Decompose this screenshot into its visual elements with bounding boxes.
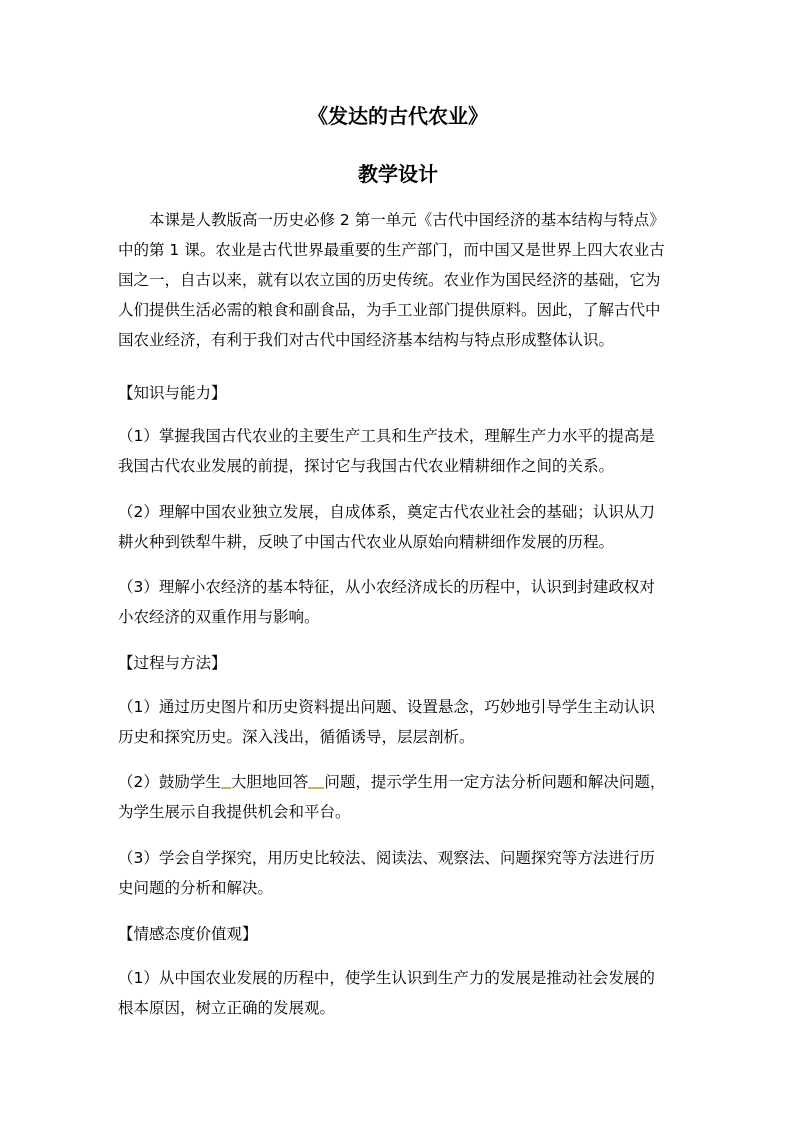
knowledge-item-1 (118, 421, 678, 481)
item-line: 我国古代农业发展的前提，探讨它与我国古代农业精耕细作之间的关系。 (118, 457, 615, 475)
item-line: （1）掌握我国古代农业的主要生产工具和生产技术，理解生产力水平的提高是 (118, 427, 655, 445)
blank-underline (308, 772, 324, 790)
document-subtitle: 教学设计 (358, 162, 438, 186)
item-text: （2）鼓励学生 (118, 773, 221, 791)
intro-paragraph (118, 205, 678, 355)
section-heading-process: 【过程与方法】 (118, 654, 227, 672)
item-line: （3）理解小农经济的基本特征，从小农经济成长的历程中，认识到封建政权对 (118, 578, 655, 596)
knowledge-item-2 (118, 497, 678, 557)
section-heading-knowledge: 【知识与能力】 (118, 384, 227, 402)
section-heading-values: 【情感态度价值观】 (118, 925, 258, 943)
item-text: 大胆地回答 (230, 773, 309, 791)
item-line: 根本原因，树立正确的发展观。 (118, 999, 336, 1017)
knowledge-item-3 (118, 572, 678, 632)
item-line: （3）学会自学探究，用历史比较法、阅读法、观察法、问题探究等方法进行历 (118, 849, 655, 867)
intro-line: 本课是人教版高一历史必修 2 第一单元《古代中国经济的基本结构与特点》 (149, 211, 665, 229)
item-line: 小农经济的双重作用与影响。 (118, 608, 320, 626)
process-item-1 (118, 692, 678, 752)
item-text: 问题，提示学生用一定方法分析问题和解决问题， (324, 773, 666, 791)
intro-line: 人们提供生活必需的粮食和副食品，为手工业部门提供原料。因此，了解古代中 (118, 301, 661, 319)
item-line (118, 767, 678, 797)
values-item-1 (118, 963, 678, 1023)
blank-underline (221, 772, 231, 790)
item-line: （1）通过历史图片和历史资料提出问题、设置悬念，巧妙地引导学生主动认识 (118, 698, 655, 716)
item-line: （1）从中国农业发展的历程中，使学生认识到生产力的发展是推动社会发展的 (118, 969, 655, 987)
process-item-2 (118, 767, 678, 827)
process-item-3 (118, 843, 678, 903)
intro-line: 中的第 1 课。农业是古代世界最重要的生产部门，而中国又是世界上四大农业古 (118, 241, 665, 259)
intro-line: 国之一，自古以来，就有以农立国的历史传统。农业作为国民经济的基础，它为 (118, 271, 661, 289)
item-line: 耕火种到铁犁牛耕，反映了中国古代农业从原始向精耕细作发展的历程。 (118, 533, 615, 551)
item-line: 为学生展示自我提供机会和平台。 (118, 803, 351, 821)
item-line: 历史和探究历史。深入浅出，循循诱导，层层剖析。 (118, 728, 475, 746)
item-line: 史问题的分析和解决。 (118, 879, 274, 897)
document-title: 《发达的古代农业》 (308, 104, 488, 128)
intro-line: 国农业经济，有利于我们对古代中国经济基本结构与特点形成整体认识。 (118, 331, 615, 349)
item-line: （2）理解中国农业独立发展，自成体系，奠定古代农业社会的基础；认识从刀 (118, 503, 655, 521)
